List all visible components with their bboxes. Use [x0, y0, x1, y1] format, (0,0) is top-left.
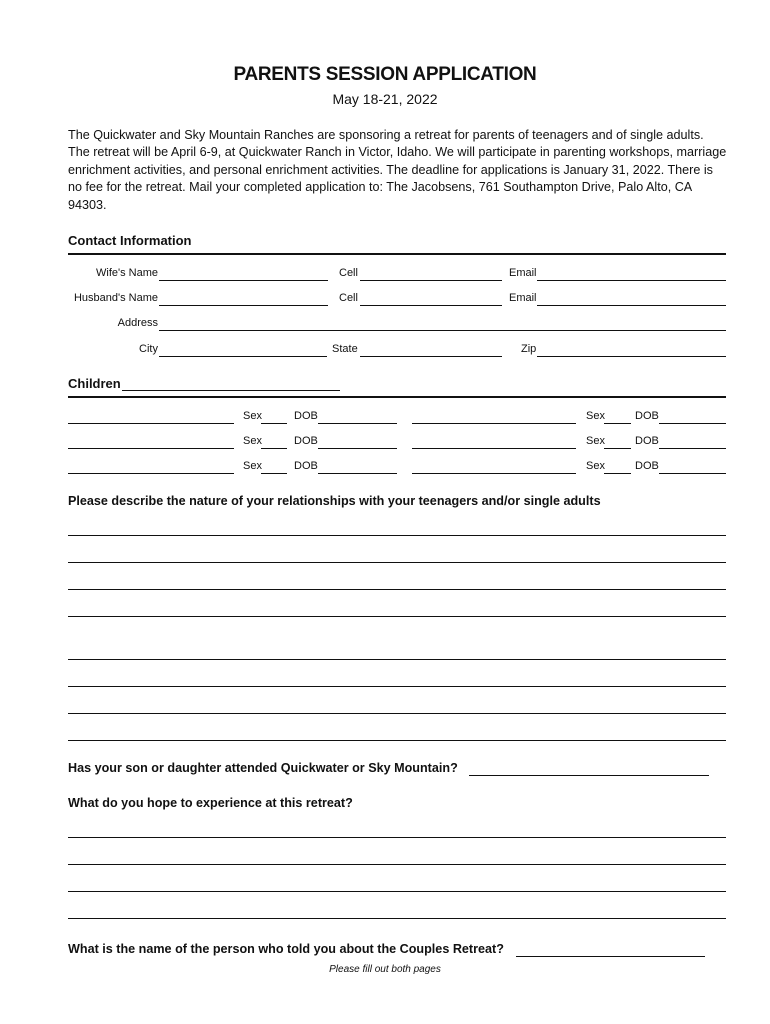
city-label: City — [139, 343, 158, 355]
child-5-dob-field[interactable] — [318, 473, 397, 474]
husband-email-field[interactable] — [537, 305, 726, 306]
hope-answer-line[interactable] — [68, 864, 726, 865]
child-3-name-field[interactable] — [68, 448, 234, 449]
referral-answer-field[interactable] — [516, 956, 705, 957]
state-field[interactable] — [360, 356, 502, 357]
husband-name-label: Husband's Name — [73, 292, 158, 304]
child-1-dob-label: DOB — [294, 410, 318, 422]
zip-field[interactable] — [537, 356, 726, 357]
child-4-sex-field[interactable] — [604, 448, 631, 449]
child-4-sex-label: Sex — [586, 435, 605, 447]
child-5-sex-label: Sex — [243, 460, 262, 472]
child-2-sex-label: Sex — [586, 410, 605, 422]
child-3-sex-field[interactable] — [261, 448, 287, 449]
child-4-dob-label: DOB — [635, 435, 659, 447]
session-date: May 18-21, 2022 — [332, 91, 438, 107]
relationships-answer-line[interactable] — [68, 740, 726, 741]
child-5-name-field[interactable] — [68, 473, 234, 474]
wife-email-label: Email — [509, 267, 537, 279]
child-6-dob-label: DOB — [635, 460, 659, 472]
children-heading: Children — [68, 376, 121, 391]
wife-name-label: Wife's Name — [96, 267, 158, 279]
child-6-sex-label: Sex — [586, 460, 605, 472]
child-4-name-field[interactable] — [412, 448, 576, 449]
child-1-name-field[interactable] — [68, 423, 234, 424]
husband-cell-field[interactable] — [360, 305, 502, 306]
hope-answer-line[interactable] — [68, 918, 726, 919]
address-label: Address — [117, 317, 158, 329]
wife-name-field[interactable] — [159, 280, 328, 281]
children-heading-field[interactable] — [122, 390, 340, 391]
children-rule — [68, 396, 726, 398]
relationships-answer-line[interactable] — [68, 686, 726, 687]
husband-name-field[interactable] — [159, 305, 328, 306]
hope-answer-line[interactable] — [68, 891, 726, 892]
attended-answer-field[interactable] — [469, 775, 709, 776]
relationships-answer-line[interactable] — [68, 659, 726, 660]
zip-label: Zip — [521, 343, 537, 355]
footer-note: Please fill out both pages — [329, 964, 441, 975]
contact-heading: Contact Information — [68, 233, 192, 248]
wife-email-field[interactable] — [537, 280, 726, 281]
child-6-sex-field[interactable] — [604, 473, 631, 474]
relationships-answer-line[interactable] — [68, 589, 726, 590]
child-2-dob-field[interactable] — [659, 423, 726, 424]
relationships-answer-line[interactable] — [68, 713, 726, 714]
child-6-dob-field[interactable] — [659, 473, 726, 474]
page-title: PARENTS SESSION APPLICATION — [233, 64, 537, 85]
attended-question: Has your son or daughter attended Quickwater or Sky Mountain? — [68, 761, 458, 775]
referral-question: What is the name of the person who told you about the Couples Retreat? — [68, 942, 504, 956]
hope-question: What do you hope to experience at this retreat? — [68, 796, 353, 810]
address-field[interactable] — [159, 330, 726, 331]
husband-email-label: Email — [509, 292, 537, 304]
state-label: State — [332, 343, 358, 355]
child-1-sex-field[interactable] — [261, 423, 287, 424]
wife-cell-label: Cell — [339, 267, 358, 279]
relationships-question: Please describe the nature of your relationships with your teenagers and/or single adults — [68, 494, 601, 508]
intro-paragraph: The Quickwater and Sky Mountain Ranches are sponsoring a retreat for parents of teenagers and of single adults. The retreat will be April 6-9, at Quickwater Ranch in Victor, Idaho. We will participate in parenting workshops, marriage enrichment activities, and personal enrichment activities. The deadline for applications is January 31, 2022. There is no fee for the retreat. Mail your completed application to: The Jacobsens, 761 Southampton Drive, Palo Alto, CA 94303. — [68, 128, 727, 212]
child-5-sex-field[interactable] — [261, 473, 287, 474]
child-2-name-field[interactable] — [412, 423, 576, 424]
child-3-dob-field[interactable] — [318, 448, 397, 449]
hope-answer-line[interactable] — [68, 837, 726, 838]
child-4-dob-field[interactable] — [659, 448, 726, 449]
contact-rule — [68, 253, 726, 255]
child-1-dob-field[interactable] — [318, 423, 397, 424]
city-field[interactable] — [159, 356, 327, 357]
child-5-dob-label: DOB — [294, 460, 318, 472]
child-3-sex-label: Sex — [243, 435, 262, 447]
husband-cell-label: Cell — [339, 292, 358, 304]
child-2-sex-field[interactable] — [604, 423, 631, 424]
child-3-dob-label: DOB — [294, 435, 318, 447]
relationships-answer-line[interactable] — [68, 562, 726, 563]
child-6-name-field[interactable] — [412, 473, 576, 474]
child-2-dob-label: DOB — [635, 410, 659, 422]
relationships-answer-line[interactable] — [68, 535, 726, 536]
wife-cell-field[interactable] — [360, 280, 502, 281]
relationships-answer-line[interactable] — [68, 616, 726, 617]
child-1-sex-label: Sex — [243, 410, 262, 422]
